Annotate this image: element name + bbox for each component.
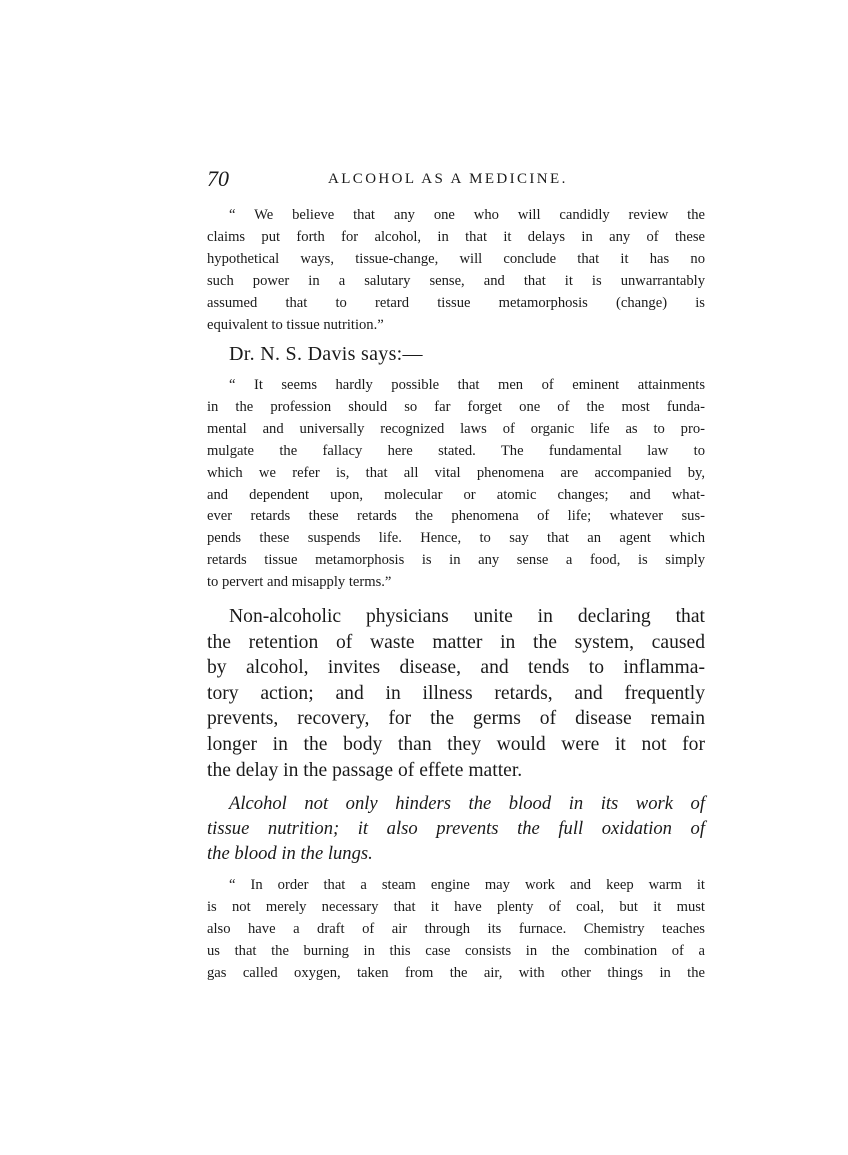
quote-paragraph-2 bbox=[207, 375, 705, 594]
italic-emphasis-paragraph bbox=[207, 791, 705, 866]
text-line: by alcohol, invites disease, and tends to inflamma- bbox=[207, 657, 705, 679]
text-line: assumed that to retard tissue metamorphosis (change) is bbox=[207, 294, 705, 311]
text-line: to pervert and misapply terms.” bbox=[207, 574, 392, 591]
text-line: mulgate the fallacy here stated. The fundamental law to bbox=[207, 442, 705, 459]
text-line: prevents, recovery, for the germs of disease remain bbox=[207, 708, 705, 730]
text-line: the delay in the passage of effete matter. bbox=[207, 759, 523, 781]
text-line: pends these suspends life. Hence, to say that an agent which bbox=[207, 530, 705, 547]
text-line: gas called oxygen, taken from the air, with other things in the bbox=[207, 964, 705, 981]
text-line: claims put forth for alcohol, in that it delays in any of these bbox=[207, 228, 705, 245]
text-line: “ In order that a steam engine may work and keep warm it bbox=[229, 877, 705, 893]
text-line: “ We believe that any one who will candidly review the bbox=[229, 207, 705, 223]
quote-paragraph-1 bbox=[207, 205, 705, 336]
text-line: tory action; and in illness retards, and frequently bbox=[207, 682, 705, 704]
text-line: equivalent to tissue nutrition.” bbox=[207, 316, 384, 333]
text-line: Non-alcoholic physicians unite in declaring that bbox=[229, 606, 705, 627]
text-line: “ It seems hardly possible that men of eminent attainments bbox=[229, 377, 705, 393]
text-line: also have a draft of air through its furnace. Chemistry teaches bbox=[207, 920, 705, 937]
page-header bbox=[207, 166, 707, 190]
text-line: hypothetical ways, tissue-change, will conclude that it has no bbox=[207, 250, 705, 267]
page-number: 70 bbox=[207, 166, 229, 191]
text-line: tissue nutrition; it also prevents the full oxidation of bbox=[207, 818, 705, 839]
text-line: and dependent upon, molecular or atomic changes; and what- bbox=[207, 486, 705, 503]
text-line: the blood in the lungs. bbox=[207, 843, 373, 864]
text-line: the retention of waste matter in the system, caused bbox=[207, 631, 705, 653]
running-head: ALCOHOL AS A MEDICINE. bbox=[328, 171, 568, 187]
text-line: in the profession should so far forget one of the most funda- bbox=[207, 398, 705, 415]
text-line: such power in a salutary sense, and that it is unwarrantably bbox=[207, 272, 705, 289]
quote-paragraph-3 bbox=[207, 875, 705, 985]
text-line: mental and universally recognized laws of organic life as to pro- bbox=[207, 420, 705, 437]
text-line: which we refer is, that all vital phenomena are accompanied by, bbox=[207, 464, 705, 481]
section-heading: Dr. N. S. Davis says:— bbox=[229, 343, 423, 365]
text-line: is not merely necessary that it have plenty of coal, but it must bbox=[207, 898, 705, 915]
text-line: us that the burning in this case consists in the combination of a bbox=[207, 942, 705, 959]
body-paragraph bbox=[207, 604, 705, 783]
text-line: retards tissue metamorphosis is in any sense a food, is simply bbox=[207, 552, 705, 569]
text-line: Alcohol not only hinders the blood in its work of bbox=[229, 793, 705, 814]
text-line: longer in the body than they would were it not for bbox=[207, 733, 705, 755]
text-line: ever retards these retards the phenomena of life; whatever sus- bbox=[207, 508, 705, 525]
